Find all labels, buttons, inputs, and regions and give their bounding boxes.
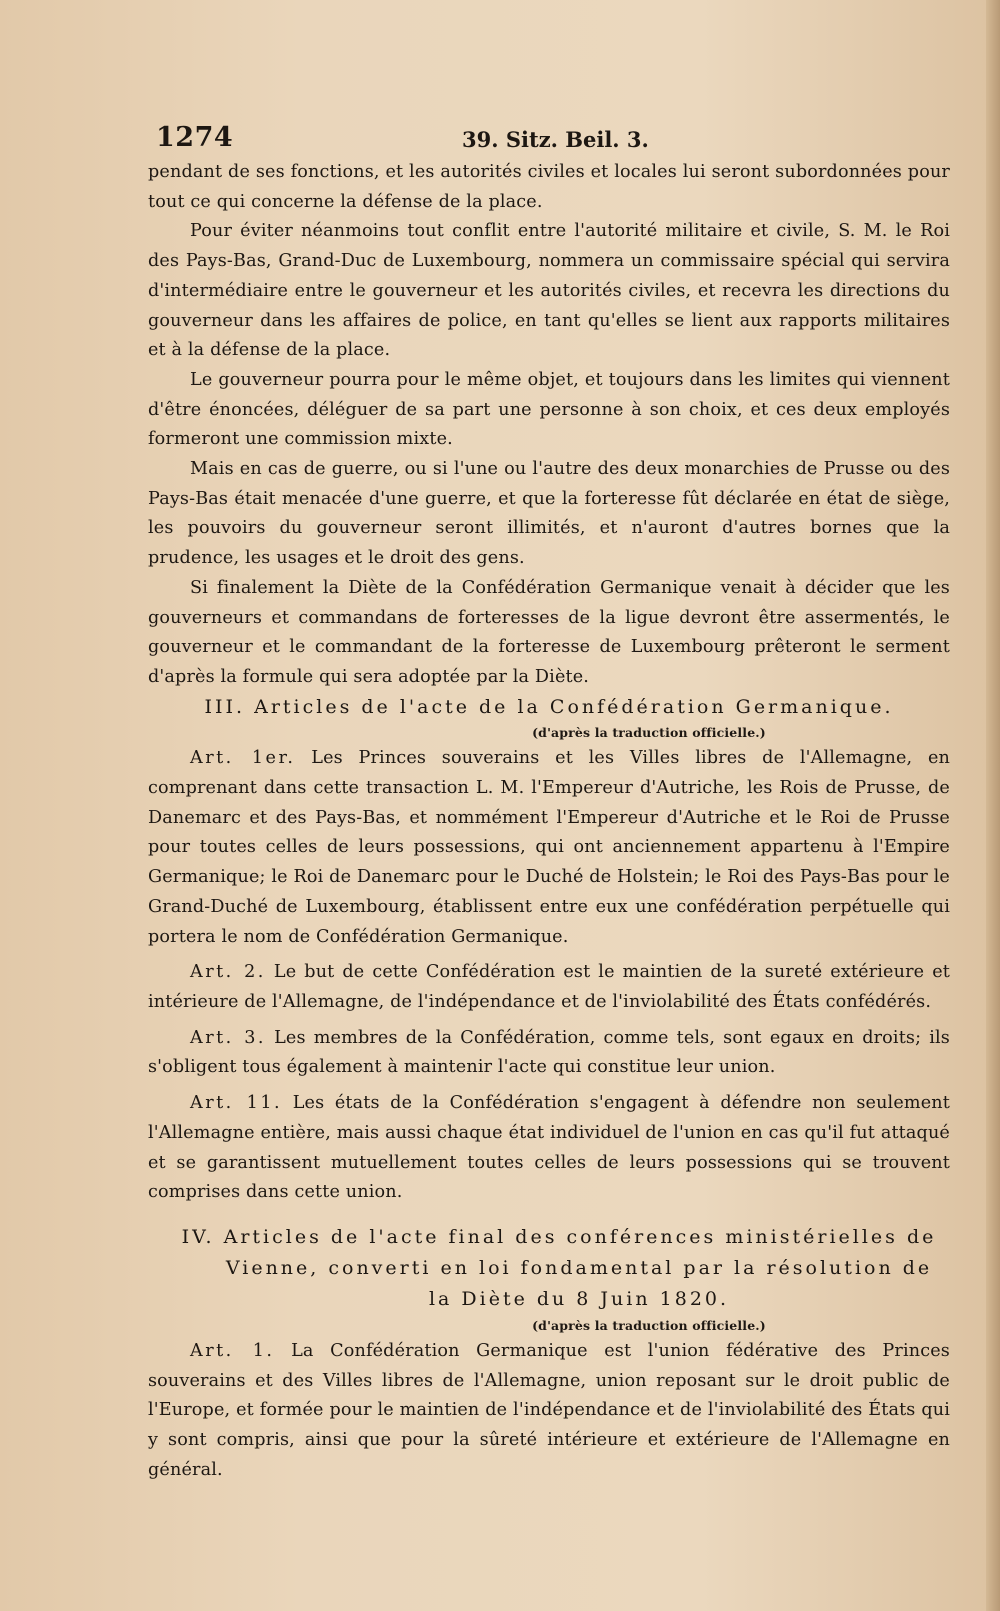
article-3-text: Les membres de la Confédération, comme tels, sont egaux en droits; ils s'obligent tous également à maintenir l'acte qui constitue leur union. xyxy=(148,1027,950,1078)
final-act-article-1-label: Art. 1. xyxy=(190,1340,275,1361)
final-act-article-1 xyxy=(148,1337,950,1486)
paragraph-5: Si finalement la Diète de la Confédération Germanique venait à décider que les gouverneurs et commandans de forteresses de la ligue devront être assermentés, le gouverneur et le commandant de la forteresse de Luxembourg prêteront le serment d'après la formule qui sera adoptée par la Diète. xyxy=(148,577,950,687)
section-4-note: (d'après la traduction officielle.) xyxy=(532,1317,766,1333)
page-number: 1274 xyxy=(156,122,234,153)
paragraph-2: Pour éviter néanmoins tout conflit entre l'autorité militaire et civile, S. M. le Roi des Pays-Bas, Grand-Duc de Luxembourg, nommera un commissaire spécial qui servira d'intermédiaire entre le gouverneur et les autorités civiles, et recevra les directions du gouverneur dans les affaires de police, en tant qu'elles se lient aux rapports militaires et à la défense de la place. xyxy=(148,221,950,361)
page-header xyxy=(140,118,940,158)
article-3-label: Art. 3. xyxy=(190,1027,266,1048)
article-2-label: Art. 2. xyxy=(190,962,266,983)
section-4-title: IV. Articles de l'acte final des conférences ministérielles de Vienne, converti en loi fondamental par la résolution de la Diète du 8 Juin 1820. xyxy=(181,1225,937,1310)
article-11 xyxy=(148,1089,950,1208)
paragraph-3: Le gouverneur pourra pour le même objet, et toujours dans les limites qui viennent d'être énoncées, déléguer de sa part une personne à son choix, et ces deux employés formeront une commission mixte. xyxy=(148,369,950,450)
article-3 xyxy=(148,1024,950,1083)
article-11-label: Art. 11. xyxy=(190,1093,283,1114)
article-11-text: Les états de la Confédération s'engagent à défendre non seulement l'Allemagne entière, mais aussi chaque état individuel de l'union en cas qu'il fut attaqué et se garantissent mutuellement toutes celles de leurs possessions qui se trouvent comprises dans cette union. xyxy=(148,1093,950,1203)
article-2-text: Le but de cette Confédération est le maintien de la sureté extérieure et intérieure de l'Allemagne, de l'indépendance et de l'inviolabilité des États confédérés. xyxy=(148,962,950,1012)
page-edge xyxy=(986,0,1000,1611)
final-act-article-1-text: La Confédération Germanique est l'union fédérative des Princes souverains et des Villes libres de l'Allemagne, union reposant sur le droit public de l'Europe, et formée pour le maintien de l'indépendance et de l'inviolabilité des États qui y sont compris, ainsi que pour la sûreté intérieure et extérieure de l'Allemagne en général. xyxy=(148,1340,950,1480)
paragraph-4: Mais en cas de guerre, ou si l'une ou l'autre des deux monarchies de Prusse ou des Pays-Bas était menacée d'une guerre, et que la forteresse fût déclarée en état de siège, les pouvoirs du gouverneur seront illimités, et n'auront d'autres bornes que la prudence, les usages et le droit des gens. xyxy=(148,459,950,569)
article-2 xyxy=(148,958,950,1017)
article-1 xyxy=(148,744,950,952)
paragraph-1: pendant de ses fonctions, et les autorités civiles et locales lui seront subordonnées pour tout ce qui concerne la défense de la place. xyxy=(148,162,950,212)
page-text xyxy=(148,158,950,1485)
section-3-title: III. Articles de l'acte de la Confédération Germanique. xyxy=(204,695,894,718)
running-head: 39. Sitz. Beil. 3. xyxy=(462,127,649,152)
section-3-note: (d'après la traduction officielle.) xyxy=(532,725,766,741)
article-1-label: Art. 1er. xyxy=(190,748,296,769)
article-1-text: Les Princes souverains et les Villes libres de l'Allemagne, en comprenant dans cette transaction L. M. l'Empereur d'Autriche, les Rois de Prusse, de Danemarc et des Pays-Bas, et nommément l'Empereur d'Autriche et le Roi de Prusse pour toutes celles de leurs possessions, qui ont anciennement appartenu à l'Empire Germanique; le Roi de Danemarc pour le Duché de Holstein; le Roi des Pays-Bas pour le Grand-Duché de Luxembourg, établissent entre eux une confédération perpétuelle qui portera le nom de Confédération Germanique. xyxy=(148,748,951,947)
